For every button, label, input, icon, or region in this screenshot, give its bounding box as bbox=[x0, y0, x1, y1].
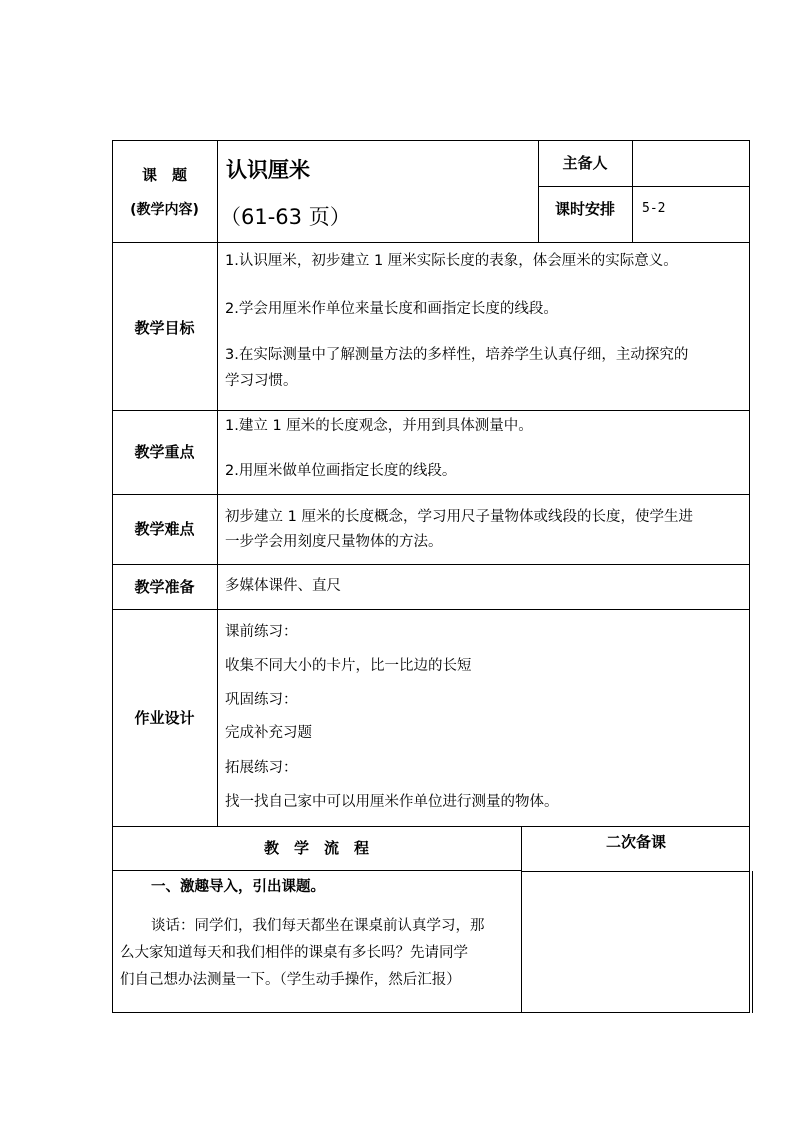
difficulties-line: 初步建立 1 厘米的长度概念，学习用尺子量物体或线段的长度，使学生进 bbox=[225, 509, 693, 525]
row-divider bbox=[112, 410, 750, 411]
col-divider bbox=[217, 140, 218, 827]
content-label: (教学内容) bbox=[130, 202, 199, 218]
col-divider bbox=[521, 826, 522, 1013]
row-divider bbox=[522, 871, 750, 872]
table-border-top bbox=[112, 140, 750, 141]
row-divider bbox=[112, 242, 750, 243]
table-border-bottom bbox=[112, 1012, 750, 1013]
goal-item: 2.学会用厘米作单位来量长度和画指定长度的线段。 bbox=[225, 301, 558, 317]
second-prep-label: 二次备课 bbox=[605, 833, 666, 851]
schedule-value: 5-2 bbox=[642, 201, 666, 216]
process-section-title: 一、激趣导入，引出课题。 bbox=[151, 879, 325, 895]
homework-label: 作业设计 bbox=[134, 709, 195, 727]
row-divider bbox=[112, 494, 750, 495]
process-label: 教 学 流 程 bbox=[263, 839, 369, 857]
row-divider bbox=[538, 186, 750, 187]
row-divider bbox=[112, 826, 750, 827]
keypoints-label: 教学重点 bbox=[134, 443, 195, 461]
keypoint-item: 1.建立 1 厘米的长度观念，并用到具体测量中。 bbox=[225, 418, 533, 434]
goal-item: 3.在实际测量中了解测量方法的多样性，培养学生认真仔细，主动探究的 bbox=[225, 347, 689, 363]
process-paragraph-line: 么大家知道每天和我们相伴的课桌有多长吗？先请同学 bbox=[120, 945, 468, 961]
homework-line: 巩固练习： bbox=[225, 692, 298, 708]
preparer-label: 主备人 bbox=[562, 154, 608, 172]
process-paragraph-line: 谈话：同学们，我们每天都坐在课桌前认真学习，那 bbox=[151, 918, 485, 934]
preparation-text: 多媒体课件、直尺 bbox=[225, 578, 341, 594]
col-divider bbox=[752, 871, 753, 1013]
lesson-title: 认识厘米 bbox=[226, 158, 310, 182]
row-divider bbox=[112, 609, 750, 610]
homework-line: 课前练习： bbox=[225, 624, 298, 640]
homework-line: 找一找自己家中可以用厘米作单位进行测量的物体。 bbox=[225, 794, 559, 810]
table-border-right bbox=[749, 140, 750, 1013]
goal-item: 学习习惯。 bbox=[225, 373, 298, 389]
difficulties-label: 教学难点 bbox=[134, 520, 195, 538]
schedule-label: 课时安排 bbox=[554, 200, 615, 218]
row-divider bbox=[112, 870, 522, 871]
col-divider bbox=[632, 140, 633, 242]
goal-item: 1.认识厘米，初步建立 1 厘米实际长度的表象，体会厘米的实际意义。 bbox=[225, 253, 678, 269]
topic-label: 课 题 bbox=[141, 166, 187, 184]
row-divider bbox=[112, 564, 750, 565]
homework-line: 拓展练习： bbox=[225, 760, 298, 776]
homework-line: 完成补充习题 bbox=[225, 725, 312, 741]
goals-label: 教学目标 bbox=[134, 319, 195, 337]
lesson-pages: （61-63 页） bbox=[220, 205, 351, 229]
preparation-label: 教学准备 bbox=[134, 578, 195, 596]
process-paragraph-line: 们自己想办法测量一下。（学生动手操作，然后汇报） bbox=[120, 972, 461, 988]
homework-line: 收集不同大小的卡片，比一比边的长短 bbox=[225, 658, 472, 674]
difficulties-line: 一步学会用刻度尺量物体的方法。 bbox=[225, 534, 443, 550]
keypoint-item: 2.用厘米做单位画指定长度的线段。 bbox=[225, 463, 457, 479]
